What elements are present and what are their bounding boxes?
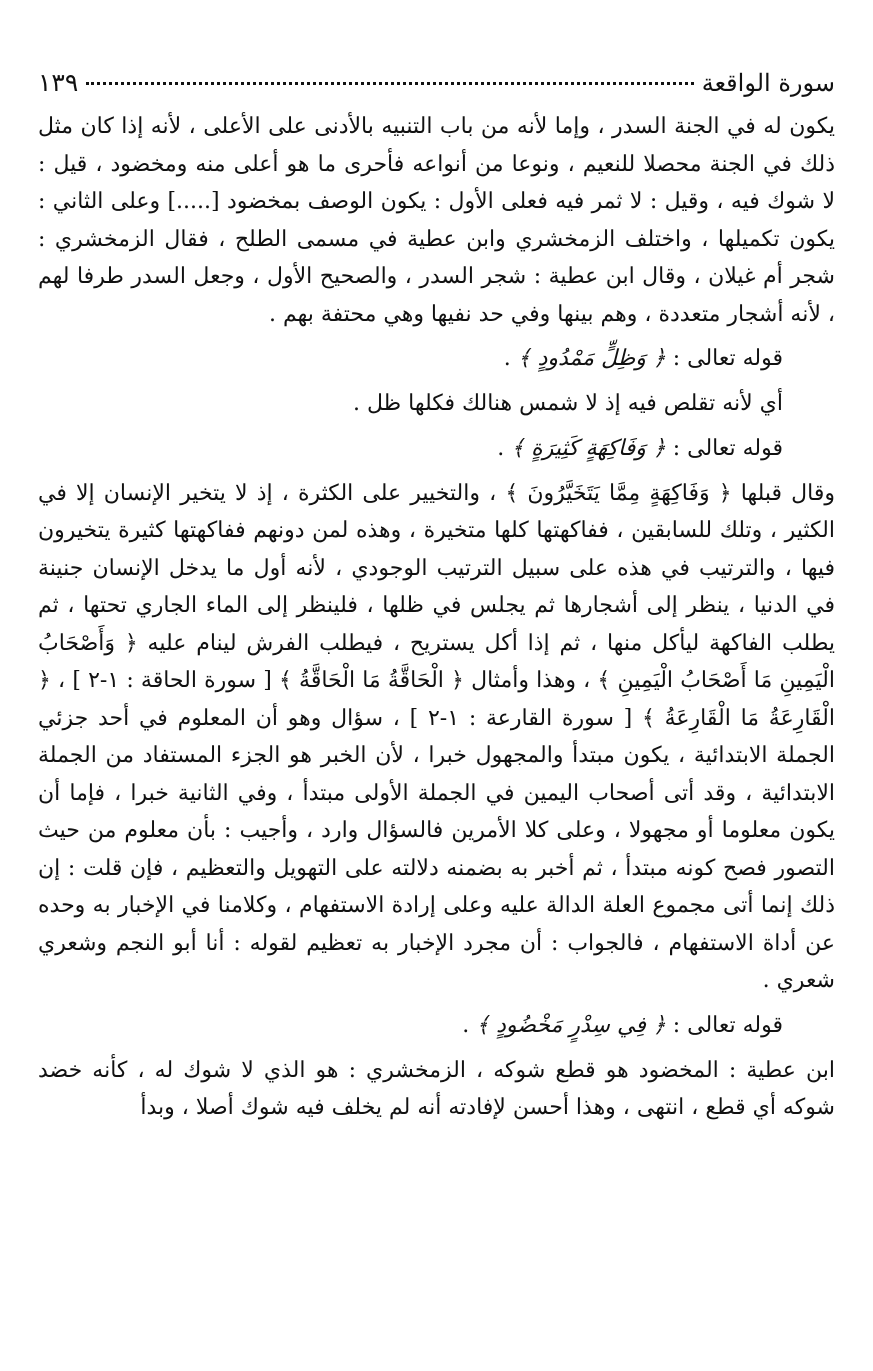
verse-text: ﴿ وَظِلٍّ مَمْدُودٍ ﴾ bbox=[517, 346, 666, 371]
verse-text: ﴿ وَفَاكِهَةٍ كَثِيرَةٍ ﴾ bbox=[511, 435, 666, 461]
page-body bbox=[38, 108, 835, 1127]
verse-end: . bbox=[503, 346, 518, 371]
verse-end: . bbox=[462, 1012, 477, 1038]
surah-title: سورة الواقعة bbox=[701, 69, 835, 97]
header-leader-dots bbox=[86, 82, 693, 85]
paragraph-3: وقال قبلها ﴿ وَفَاكِهَةٍ مِمَّا يَتَخَيَّرُونَ ﴾ ، والتخيير على الكثرة ، إذ لا يتخير الإنسان إلا في الكثير ، وتلك للسابقين ، ففاكهتها كلها متخيرة ، وهذه لمن دونهم ففاكهتها كثيرة يتخيرون فيها ، والترتيب في هذه على سبيل الترتيب الوجودي ، لأنه أول ما يدخل الإنسان جنينة في الدنيا ، ينظر إلى أشجارها ثم يجلس في ظلها ، فلينظر إلى الماء الجاري تحتها ، ثم يطلب الفاكهة ليأكل منها ، ثم إذا أكل يستريح ، فيطلب الفرش لينام عليه ﴿ وَأَصْحَابُ الْيَمِينِ مَا أَصْحَابُ الْيَمِينِ ﴾ ، وهذا وأمثال ﴿ الْحَاقَّةُ مَا الْحَاقَّةُ ﴾ [ سورة الحاقة : ١-٢ ] ، ﴿ الْقَارِعَةُ مَا الْقَارِعَةُ ﴾ [ سورة القارعة : ١-٢ ] ، سؤال وهو أن المعلوم في أحد جزئي الجملة الابتدائية ، يكون مبتدأ والمجهول خبرا ، لأن الخبر هو الجزء المستفاد من الجملة الابتدائية ، وقد أتى أصحاب اليمين في الجملة الأولى مبتدأ ، وفي الثانية خبرا ، فإما أن يكون معلوما أو مجهولا ، وعلى كلا الأمرين فالسؤال وارد ، وأجيب : بأن معلوم من حيث التصور فصح كونه مبتدأ ، ثم أخبر به بضمنه دلالته على التهويل والتعظيم ، فإن قلت : إن ذلك إنما أتى مجموع العلة الدالة عليه وعلى إرادة الاستفهام ، وكلامنا في الإخبار به وحده عن أداة الاستفهام ، فالجواب : أن مجرد الإخبار به تعظيم لقوله : أنا أبو النجم وشعري شعري . bbox=[38, 480, 835, 993]
verse-lead: قوله تعالى : bbox=[665, 435, 783, 461]
page-header bbox=[38, 68, 835, 108]
verse-end: . bbox=[497, 435, 512, 461]
verse-lead: قوله تعالى : bbox=[665, 1012, 783, 1038]
quran-verse-2 bbox=[38, 429, 835, 469]
paragraph-2: أي لأنه تقلص فيه إذ لا شمس هنالك فكلها ظل . bbox=[353, 391, 783, 416]
verse-text: ﴿ فِي سِدْرٍ مَخْضُودٍ ﴾ bbox=[476, 1012, 666, 1038]
quran-verse-3 bbox=[38, 1006, 835, 1046]
paragraph-1: يكون له في الجنة السدر ، وإما لأنه من باب التنبيه بالأدنى على الأعلى ، لأنه إذا كان مثل ذلك في الجنة محصلا للنعيم ، ونوعا من أنواعه فأحرى ما هو أعلى منه ومخضود ، قيل : لا شوك فيه ، وقيل : لا ثمر فيه فعلى الأول : يكون الوصف بمخضود [.....] وعلى الثاني : يكون تكميلها ، واختلف الزمخشري وابن عطية في مسمى الطلح ، فقال الزمخشري : شجر أم غيلان ، وقال ابن عطية : شجر السدر ، والصحيح الأول ، وجعل السدر طرفا لهم ، لأنه أشجار متعددة ، وهم بينها وفي حد نفيها وهي محتفة بهم . bbox=[38, 114, 835, 327]
page-number: ١٣٩ bbox=[38, 68, 79, 97]
quran-verse-1 bbox=[38, 339, 835, 379]
verse-lead: قوله تعالى : bbox=[665, 346, 783, 371]
paragraph-4: ابن عطية : المخضود هو قطع شوكه ، الزمخشري : هو الذي لا شوك له ، كأنه خضد شوكه أي قطع ، انتهى ، وهذا أحسن لإفادته أنه لم يخلف فيه شوك أصلا ، وبدأ bbox=[38, 1057, 835, 1120]
